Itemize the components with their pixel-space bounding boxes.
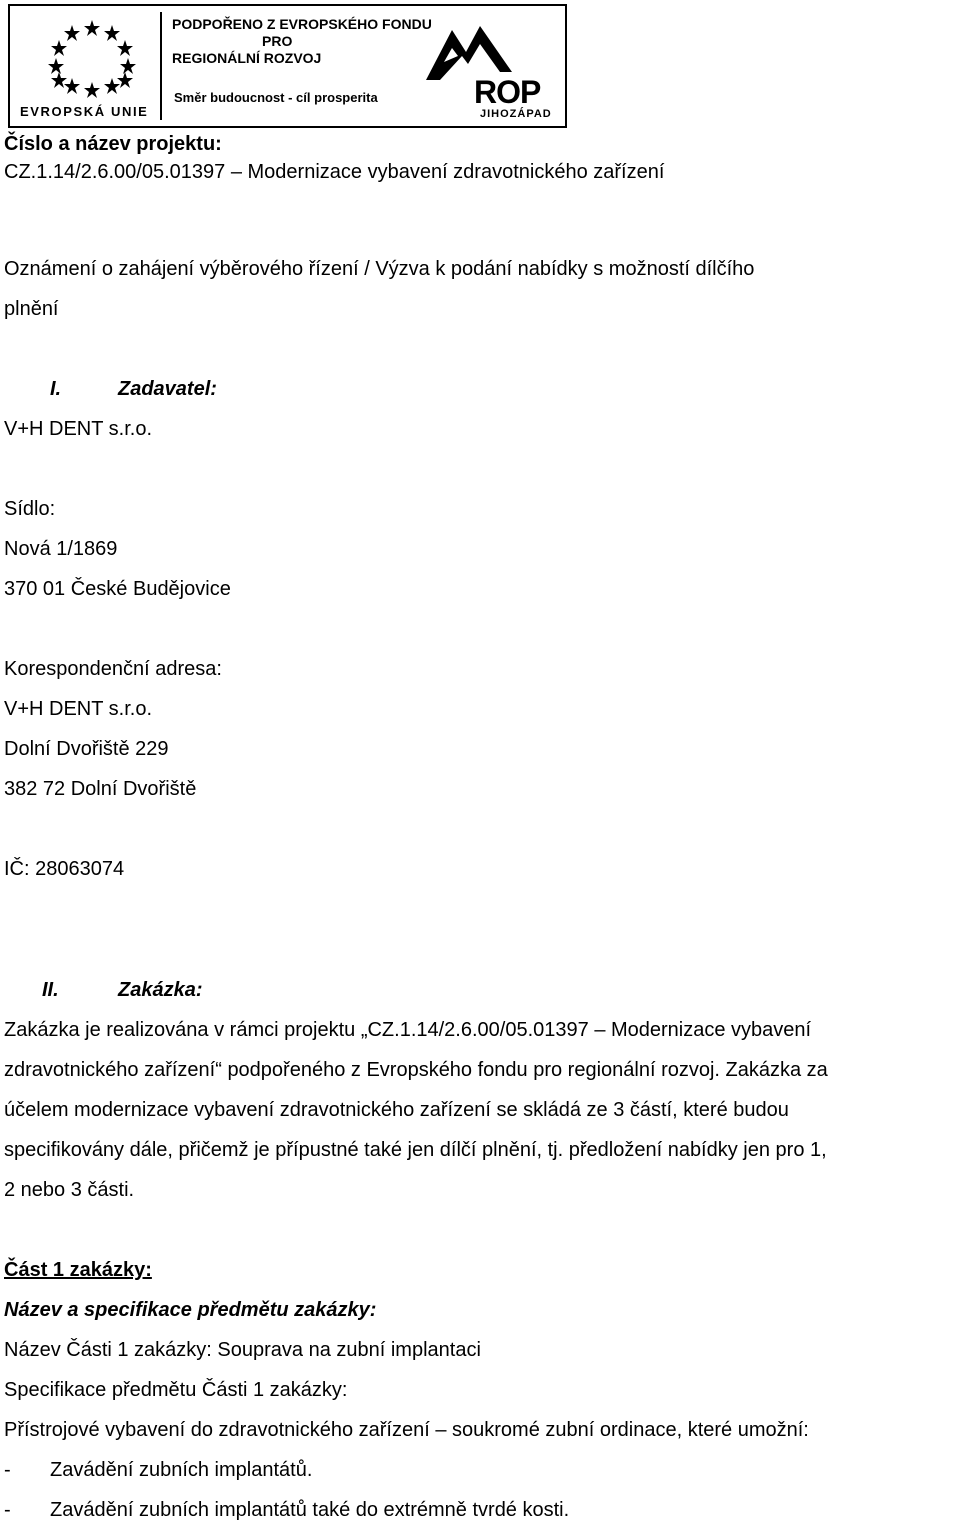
part-1-heading: Část 1 zakázky: bbox=[4, 1259, 152, 1281]
company-id: IČ: 28063074 bbox=[4, 858, 125, 880]
project-heading: Číslo a název projektu: bbox=[4, 133, 222, 155]
correspondence-street: Dolní Dvořiště 229 bbox=[4, 738, 169, 760]
seat-city: 370 01 České Budějovice bbox=[4, 578, 231, 600]
banner-line-3: REGIONÁLNÍ ROZVOJ bbox=[172, 50, 322, 66]
banner-slogan: Směr budoucnost - cíl prosperita bbox=[174, 90, 378, 105]
section-2-title: Zakázka: bbox=[118, 979, 203, 1001]
contract-description bbox=[4, 1010, 956, 1210]
banner-divider bbox=[160, 12, 162, 120]
banner-funding-text bbox=[172, 16, 432, 67]
correspondence-city: 382 72 Dolní Dvořiště bbox=[4, 778, 197, 800]
seat-street: Nová 1/1869 bbox=[4, 538, 118, 560]
notice-title-line-2: plnění bbox=[4, 298, 59, 320]
eu-stars-icon bbox=[36, 14, 148, 102]
contract-description-line: specifikovány dále, přičemž je přípustné také jen dílčí plnění, tj. předložení nabídky jen pro 1, bbox=[4, 1139, 827, 1161]
eu-label: EVROPSKÁ UNIE bbox=[20, 104, 149, 119]
list-item: Zavádění zubních implantátů. bbox=[50, 1459, 313, 1481]
notice-title-line-1: Oznámení o zahájení výběrového řízení / Výzva k podání nabídky s možností dílčího bbox=[4, 258, 755, 280]
section-1-number: I. bbox=[50, 378, 62, 400]
contract-description-line: 2 nebo 3 části. bbox=[4, 1179, 135, 1201]
correspondence-label: Korespondenční adresa: bbox=[4, 658, 222, 680]
banner-line-1: PODPOŘENO Z EVROPSKÉHO FONDU bbox=[172, 16, 432, 32]
seat-label: Sídlo: bbox=[4, 498, 56, 520]
rop-logo bbox=[422, 22, 562, 122]
project-name: CZ.1.14/2.6.00/05.01397 – Modernizace vybavení zdravotnického zařízení bbox=[4, 161, 665, 183]
rop-logo-text: ROP bbox=[474, 74, 541, 110]
contract-description-line: Zakázka je realizována v rámci projektu „CZ.1.14/2.6.00/05.01397 – Modernizace vybavení bbox=[4, 1019, 812, 1041]
part-1-subheading: Název a specifikace předmětu zakázky: bbox=[4, 1299, 377, 1321]
section-2-number: II. bbox=[42, 979, 59, 1001]
section-1-title: Zadavatel: bbox=[118, 378, 217, 400]
rop-mountain-icon bbox=[422, 22, 562, 82]
part-1-description: Přístrojové vybavení do zdravotnického zařízení – soukromé zubní ordinace, které umožní: bbox=[4, 1419, 809, 1441]
contracting-authority-name: V+H DENT s.r.o. bbox=[4, 418, 153, 440]
header-banner bbox=[8, 4, 567, 128]
list-item: Zavádění zubních implantátů také do extrémně tvrdé kosti. bbox=[50, 1499, 570, 1521]
list-item-dash: - bbox=[4, 1459, 11, 1481]
list-item-dash: - bbox=[4, 1499, 11, 1521]
rop-logo-subtitle: JIHOZÁPAD bbox=[480, 108, 552, 120]
contract-description-line: účelem modernizace vybavení zdravotnického zařízení se skládá ze 3 částí, které budou bbox=[4, 1099, 789, 1121]
contract-description-line: zdravotnického zařízení“ podpořeného z Evropského fondu pro regionální rozvoj. Zakázka za bbox=[4, 1059, 828, 1081]
correspondence-company: V+H DENT s.r.o. bbox=[4, 698, 153, 720]
part-1-name: Název Části 1 zakázky: Souprava na zubní implantaci bbox=[4, 1339, 481, 1361]
part-1-spec-label: Specifikace předmětu Části 1 zakázky: bbox=[4, 1379, 348, 1401]
eu-logo bbox=[16, 10, 156, 124]
banner-line-2: PRO bbox=[262, 33, 293, 49]
